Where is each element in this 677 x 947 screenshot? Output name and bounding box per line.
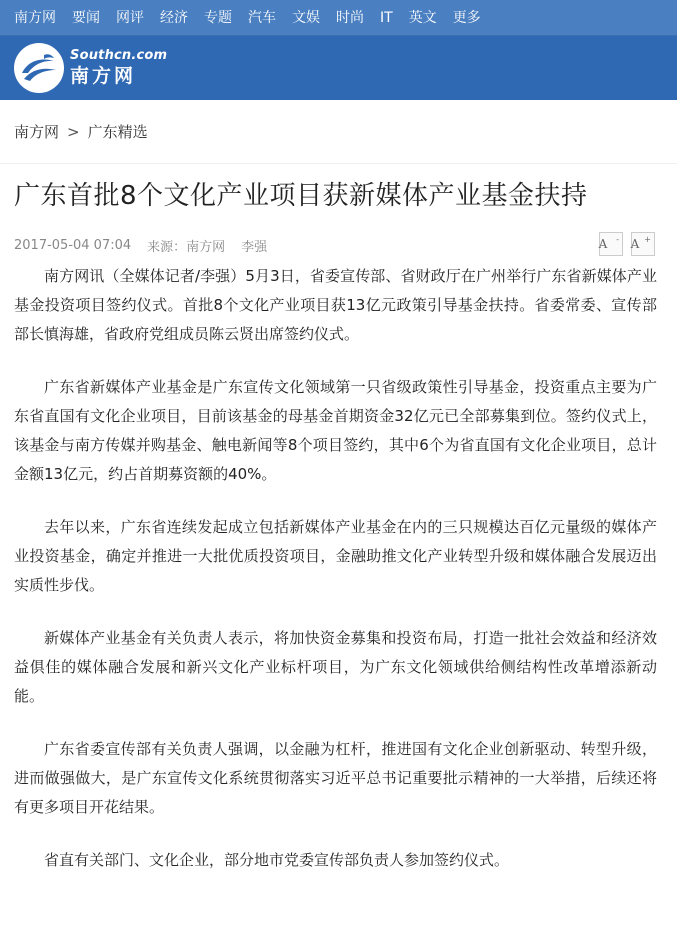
article-paragraph: 南方网讯（全媒体记者/李强）5月3日，省委宣传部、省财政厅在广州举行广东省新媒体产业基金投资项目签约仪式。首批8个文化产业项目获13亿元政策引导基金扶持。省委常委、宣传部部长慎海雄，省政府党组成员陈云贤出席签约仪式。 <box>14 267 657 343</box>
nav-item-auto[interactable]: 汽车 <box>248 9 276 26</box>
breadcrumb-section[interactable]: 广东精选 <box>87 123 148 141</box>
nav-item-home[interactable]: 南方网 <box>14 9 56 26</box>
font-increase-icon: A <box>630 237 640 251</box>
nav-item-special[interactable]: 专题 <box>204 9 232 26</box>
font-size-controls <box>591 232 655 256</box>
nav-item-comment[interactable]: 网评 <box>116 9 144 26</box>
font-increase-mark: + <box>644 235 651 244</box>
site-logo[interactable] <box>14 43 167 93</box>
logo-name: 南方网 <box>70 65 137 87</box>
article-paragraph: 广东省委宣传部有关负责人强调，以金融为杠杆，推进国有文化企业创新驱动、转型升级，进而做强做大，是广东宣传文化系统贯彻落实习近平总书记重要批示精神的一大举措，后续还将有更多项目开花结果。 <box>14 740 657 816</box>
article-paragraph: 新媒体产业基金有关负责人表示，将加快资金募集和投资布局，打造一批社会效益和经济效益俱佳的媒体融合发展和新兴文化产业标杆项目，为广东文化领域供给侧结构性改革增添新动能。 <box>14 629 657 705</box>
logo-text <box>70 48 167 88</box>
article-author: 李强 <box>241 239 268 255</box>
article-paragraph: 去年以来，广东省连续发起成立包括新媒体产业基金在内的三只规模达百亿元量级的媒体产业投资基金，确定并推进一大批优质投资项目，金融助推文化产业转型升级和媒体融合发展迈出实质性步伐。 <box>14 518 657 594</box>
nav-item-more[interactable]: 更多 <box>452 9 481 26</box>
article-meta <box>0 228 677 262</box>
nav-item-it[interactable]: IT <box>380 9 393 26</box>
breadcrumb-separator: > <box>67 122 80 141</box>
article-title: 广东首批8个文化产业项目获新媒体产业基金扶持 <box>14 181 588 211</box>
logo-domain: Southcn.com <box>70 48 168 63</box>
nav-item-fashion[interactable]: 时尚 <box>336 9 364 26</box>
nav-item-economy[interactable]: 经济 <box>160 9 188 26</box>
article-body <box>0 262 677 875</box>
breadcrumb-home[interactable]: 南方网 <box>14 123 60 141</box>
article-paragraph: 广东省新媒体产业基金是广东宣传文化领域第一只省级政策性引导基金，投资重点主要为广东省直国有文化企业项目，目前该基金的母基金首期资金32亿元已全部募集到位。签约仪式上，该基金与南方传媒并购基金、触电新闻等8个项目签约，其中6个为省直国有文化企业项目，总计金额13亿元，约占首期募资额的40%。 <box>14 378 657 483</box>
article-source: 来源：南方网 <box>147 239 226 255</box>
nav-item-entertainment[interactable]: 文娱 <box>292 9 320 26</box>
nav-item-news[interactable]: 要闻 <box>72 9 100 26</box>
breadcrumb <box>0 100 677 164</box>
logo-emblem-icon <box>14 43 64 93</box>
article-date: 2017-05-04 07:04 <box>14 237 132 253</box>
nav-item-english[interactable]: 英文 <box>408 9 437 26</box>
top-navigation <box>0 0 677 36</box>
font-decrease-icon: A <box>598 237 608 251</box>
logo-bar <box>0 36 677 100</box>
article-paragraph: 省直有关部门、文化企业，部分地市党委宣传部负责人参加签约仪式。 <box>44 851 510 869</box>
font-decrease-mark: - <box>616 235 619 244</box>
font-decrease-button[interactable] <box>599 232 623 256</box>
font-increase-button[interactable] <box>631 232 655 256</box>
